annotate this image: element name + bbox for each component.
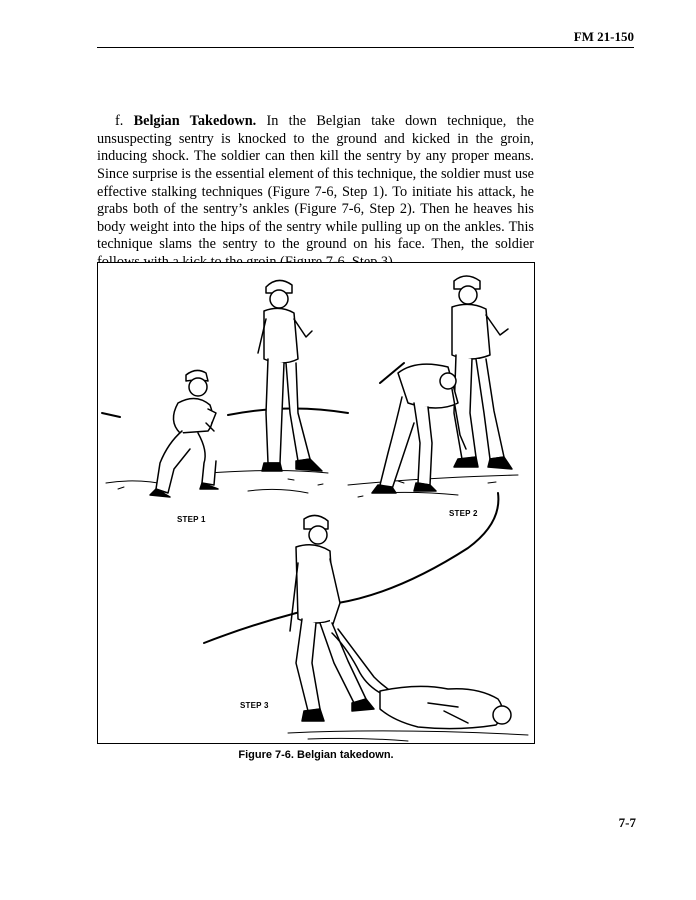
sentry-step-2-figure — [452, 276, 512, 469]
figure-caption: Figure 7-6. Belgian takedown. — [238, 749, 394, 761]
header-rule — [97, 47, 634, 48]
ground-step-3 — [288, 731, 528, 741]
soldier-pulling-figure — [290, 515, 374, 721]
step-1-label: STEP 1 — [177, 515, 206, 524]
illustration-belgian-takedown — [98, 263, 536, 745]
paragraph-text: In the Belgian take down technique, the unsuspecting sentry is knocked to the ground and kicked in the groin, inducing shock. The soldier can then kill the sentry by any proper means. Since surprise is the essential element of this technique, the soldier must use effective stalking techniques (Figure 7-6, Step 1). To initiate his attack, he grabs both of the sentry’s ankles (Figure 7-6, Step 2). Then he heaves his body weight into the hips of the sentry while pulling up on the ankles. This technique slams the sentry to the ground on his face. Then, the soldier — [97, 113, 534, 253]
paragraph-title: Belgian Takedown. — [133, 113, 257, 130]
step-2-label: STEP 2 — [449, 509, 478, 518]
paragraph-belgian-takedown — [97, 113, 534, 271]
soldier-crouching-figure — [150, 370, 218, 497]
step-3-label: STEP 3 — [240, 701, 269, 710]
sentry-standing-figure — [258, 280, 322, 471]
motion-path — [102, 413, 120, 417]
sentry-on-ground-figure — [332, 629, 511, 729]
figure-7-6 — [97, 262, 535, 744]
page-number: 7-7 — [618, 815, 636, 830]
paragraph-lead: f. — [115, 113, 134, 130]
soldier-grabbing-ankles-figure — [372, 364, 466, 493]
running-head: FM 21-150 — [573, 29, 634, 44]
